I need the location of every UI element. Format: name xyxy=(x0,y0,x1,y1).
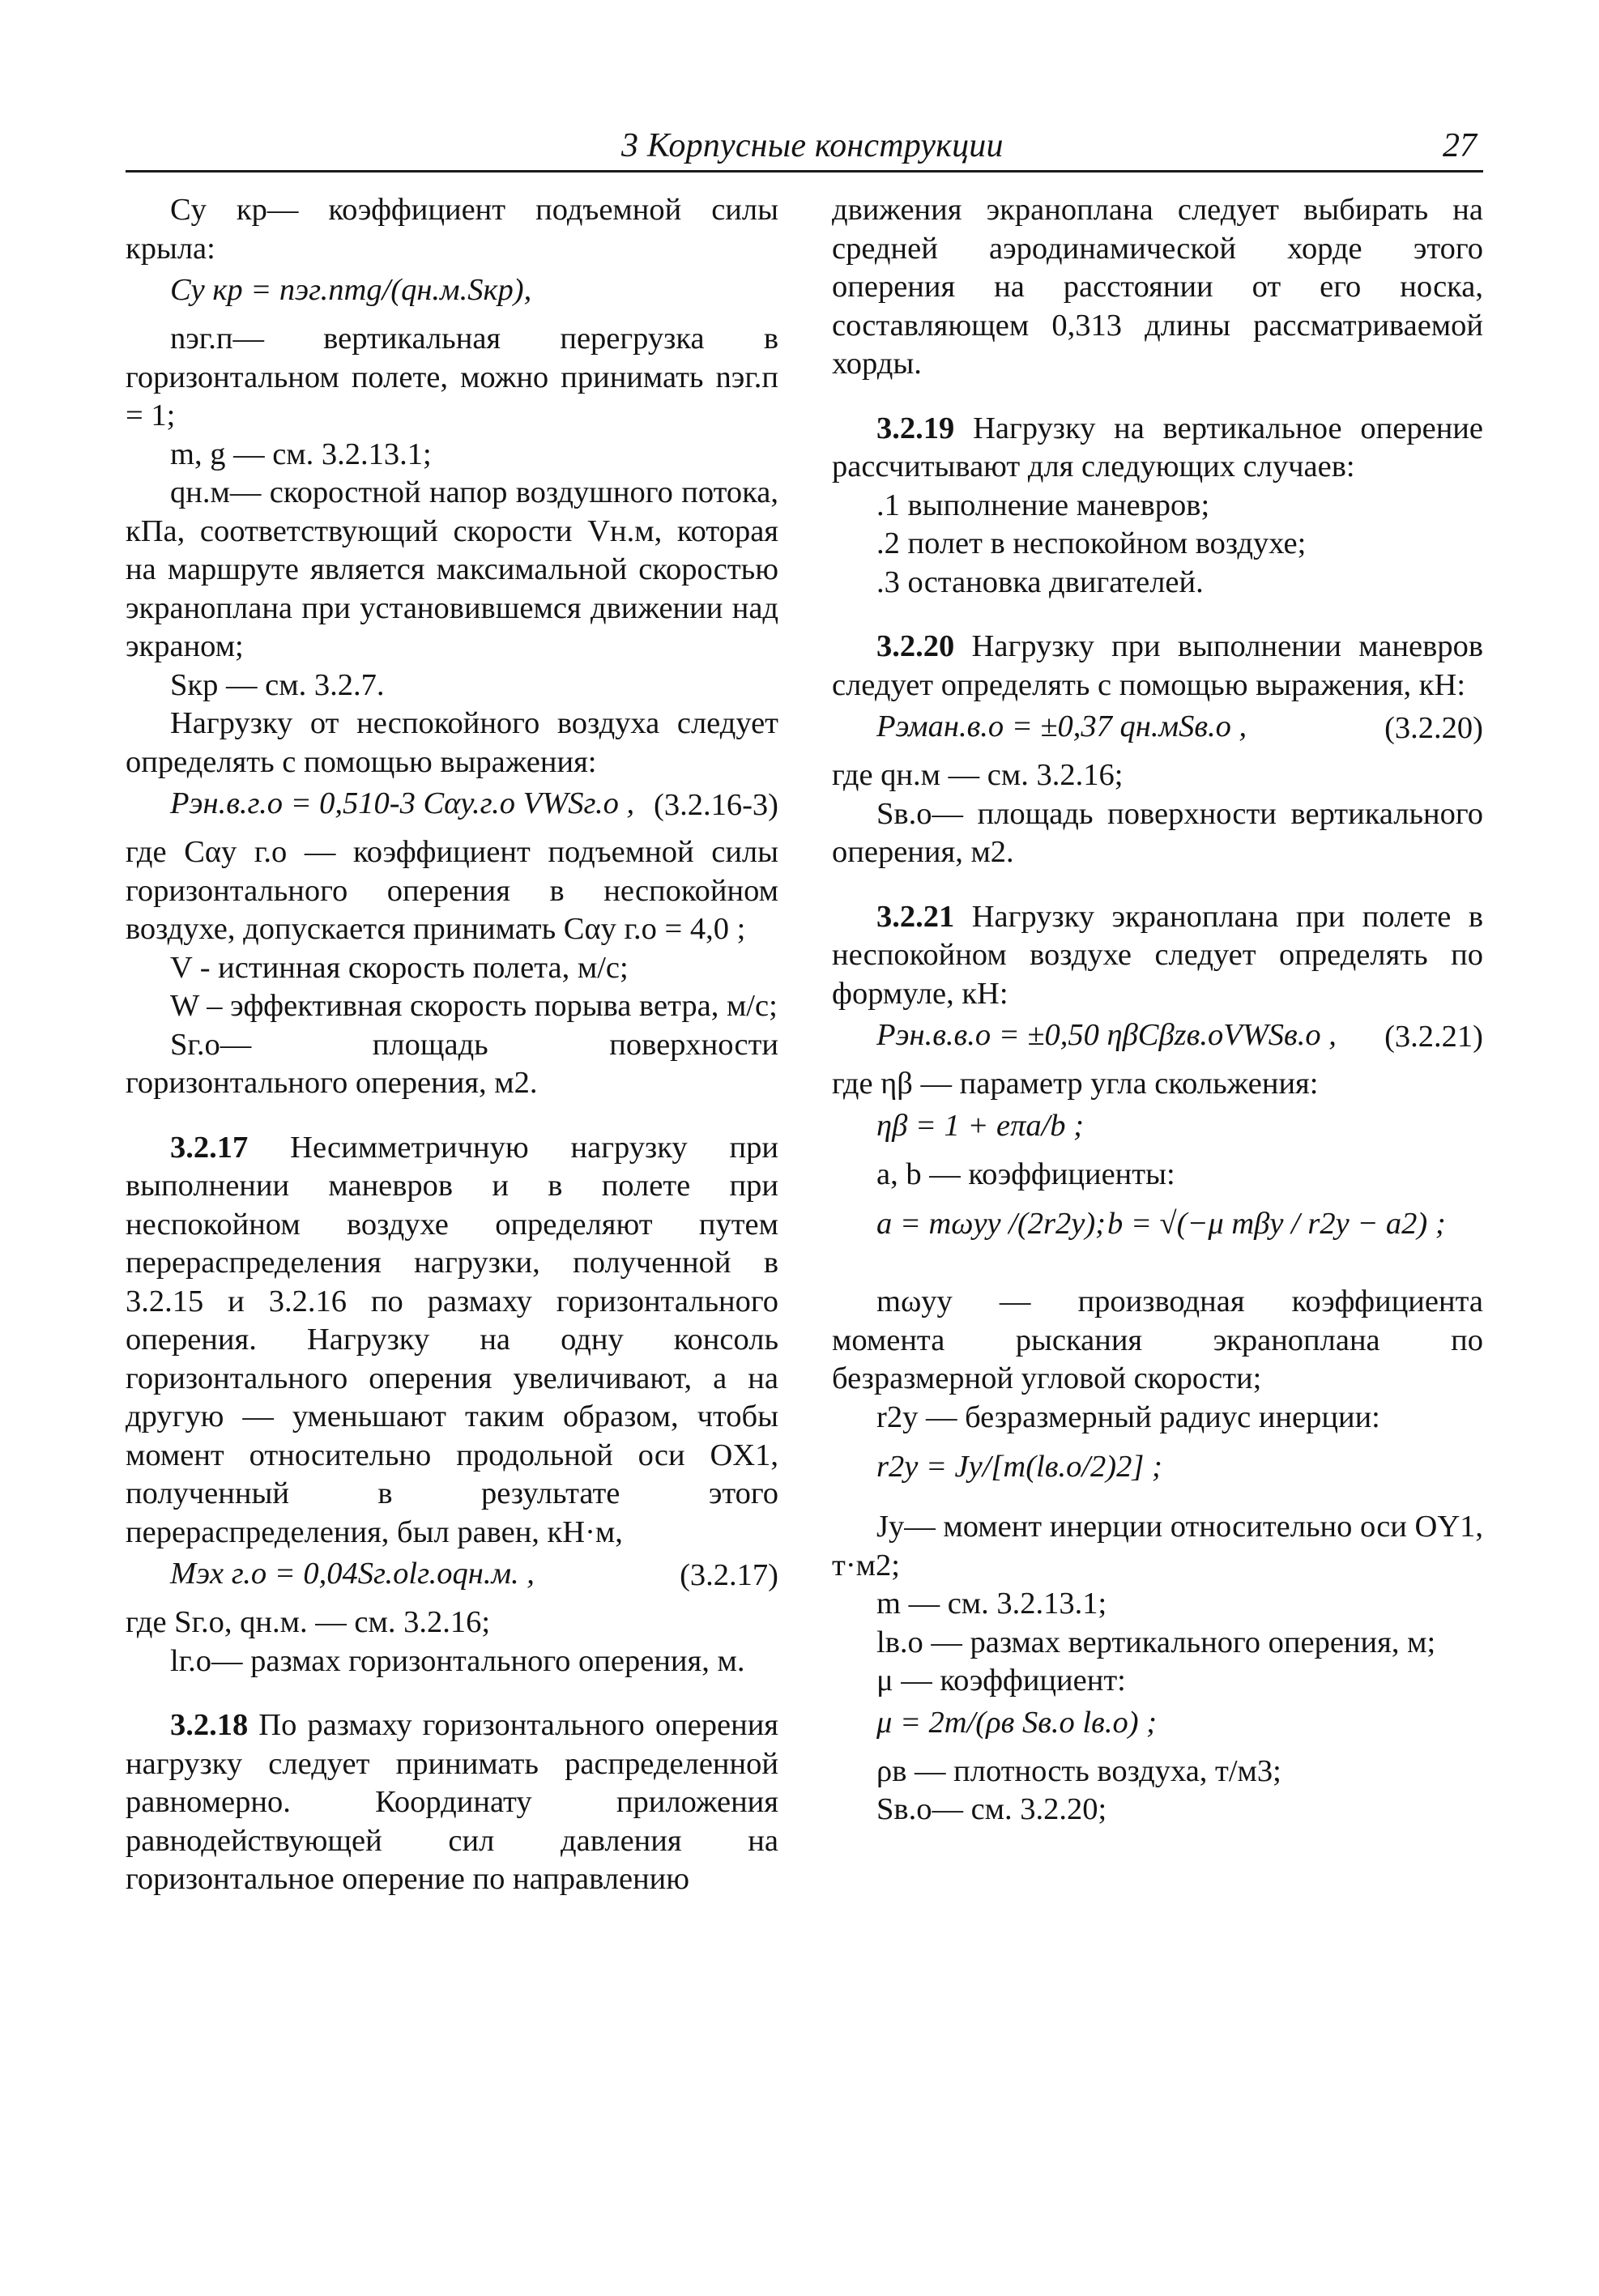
page-number: 27 xyxy=(1443,127,1477,164)
formula-3-2-20: Pэман.в.о = ±0,37 qн.мSв.о , (3.2.20) xyxy=(832,708,1483,753)
section-number: 3.2.17 xyxy=(170,1130,249,1165)
right-column xyxy=(832,191,1483,1830)
list-item: .1 выполнение маневров; xyxy=(876,488,1210,522)
equation-number: (3.2.17) xyxy=(680,1558,778,1592)
case-list xyxy=(832,487,1483,603)
text-line: a, b — коэффициенты: xyxy=(876,1157,1175,1191)
equation-number: (3.2.21) xyxy=(1384,1020,1483,1054)
text-line: mωyy — производная коэффициента момента рыскания экраноплана по безразмерной угловой скорости; xyxy=(832,1284,1483,1395)
formula: μ = 2m/(ρв Sв.о lв.о) ; xyxy=(876,1705,1157,1740)
equation-number: (3.2.20) xyxy=(1384,711,1483,745)
formula-3-2-17: Mэx г.о = 0,04Sг.оlг.оqн.м. , (3.2.17) xyxy=(126,1555,778,1600)
section-3-2-20: 3.2.20 Нагрузку при выполнении маневров следует определять с помощью выражения, кН: xyxy=(832,629,1484,702)
text-line: m, g — см. 3.2.13.1; xyxy=(170,437,432,471)
formula-3-2-16-3: Pэн.в.г.о = 0,510-3 Cαу.г.о VWSг.о , (3.2.16-3) xyxy=(126,785,778,830)
formula: r2y = Jy/[m(lв.о/2)2] ; xyxy=(876,1450,1162,1484)
left-column xyxy=(126,191,778,1899)
formula: Cy кр = nэг.пmg/(qн.м.Sкр), xyxy=(170,273,532,307)
formula: a = mωyy /(2r2y); b = √(−μ mβy / r2y − a2) ; xyxy=(876,1207,1446,1241)
text-line: V - истинная скорость полета, м/с; xyxy=(170,950,629,985)
equation-number: (3.2.16-3) xyxy=(654,788,778,822)
text-line: где ηβ — параметр угла скольжения: xyxy=(832,1067,1319,1101)
text-line: Jy— момент инерции относительно оси OY1, т·м2; xyxy=(832,1510,1483,1582)
text-line: qн.м— скоростной напор воздушного потока, кПа, соответствующий скорости Vн.м, которая на маршруте является максимальной скоростью экраноплана при установившемся движении над экраном; xyxy=(126,475,778,663)
text-line: Cy кр— коэффициент подъемной силы крыла: xyxy=(126,193,778,266)
running-header xyxy=(126,120,1483,173)
text-line: r2y — безразмерный радиус инерции: xyxy=(876,1399,1380,1434)
section-number: 3.2.20 xyxy=(876,629,955,663)
text-line: Нагрузку от неспокойного воздуха следует определять с помощью выражения: xyxy=(126,706,778,779)
list-item: .2 полет в неспокойном воздухе; xyxy=(876,526,1307,560)
text-line: W – эффективная скорость порыва ветра, м/с; xyxy=(170,989,778,1023)
text-line: lв.о — размах вертикального оперения, м; xyxy=(876,1625,1436,1659)
section-number: 3.2.21 xyxy=(876,899,955,934)
text-line: lг.о— размах горизонтального оперения, м. xyxy=(170,1643,745,1678)
section-number: 3.2.19 xyxy=(876,411,955,445)
section-3-2-21: 3.2.21 Нагрузку экраноплана при полете в неспокойном воздухе следует определять по формуле, кН: xyxy=(832,899,1483,1011)
text-line: движения экраноплана следует выбирать на средней аэродинамической хорде этого оперения на расстоянии от его носка, составляющем 0,313 длины рассматриваемой хорды. xyxy=(832,193,1483,381)
text-line: Sг.о— площадь поверхности горизонтального оперения, м2. xyxy=(126,1027,778,1100)
text-line: где qн.м — см. 3.2.16; xyxy=(832,758,1124,792)
section-3-2-18: 3.2.18 По размаху горизонтального оперения нагрузку следует принимать распределенной равномерно. Координату приложения равнодействующей сил давления на горизонтальное оперение по направлению xyxy=(126,1708,779,1896)
section-number: 3.2.18 xyxy=(170,1708,249,1742)
section-3-2-17: 3.2.17 Несимметричную нагрузку при выполнении маневров и в полете при неспокойном воздухе определяют путем перераспределения нагрузки, полученной в 3.2.15 и 3.2.16 по размаху горизонтального оперения. Нагрузку на одну консоль горизонтального оперения увеличивают, а на другую — уменьшают таким образом, чтобы момент относительно продольной оси OX1, полученный в результате этого перераспределения, был равен, кН·м, xyxy=(126,1130,778,1549)
text-line: Sв.о— см. 3.2.20; xyxy=(876,1792,1107,1826)
text-line: Sв.о— площадь поверхности вертикального оперения, м2. xyxy=(832,796,1483,869)
text-line: m — см. 3.2.13.1; xyxy=(876,1587,1107,1621)
text-line: где Sг.о, qн.м. — см. 3.2.16; xyxy=(126,1605,491,1639)
text-line: μ — коэффициент: xyxy=(876,1663,1126,1698)
text-line: nэг.п— вертикальная перегрузка в горизонтальном полете, можно принимать nэг.п = 1; xyxy=(126,322,778,432)
text-line: где Cαy г.о — коэффициент подъемной силы горизонтального оперения в неспокойном воздухе, допускается принимать Cαy г.о = 4,0 ; xyxy=(126,835,778,946)
formula-3-2-21: Pэн.в.в.о = ±0,50 ηβCβzв.оVWSв.о , (3.2.21) xyxy=(832,1016,1483,1062)
list-item: .3 остановка двигателей. xyxy=(876,564,1204,599)
chapter-title: 3 Корпусные конструкции xyxy=(621,127,1004,164)
formula: ηβ = 1 + eπa/b ; xyxy=(876,1108,1085,1143)
section-3-2-19: 3.2.19 Нагрузку на вертикальное оперение рассчитывают для следующих случаев: xyxy=(832,411,1483,483)
text-line: ρв — плотность воздуха, т/м3; xyxy=(876,1753,1281,1788)
text-line: Sкр — см. 3.2.7. xyxy=(170,667,385,702)
